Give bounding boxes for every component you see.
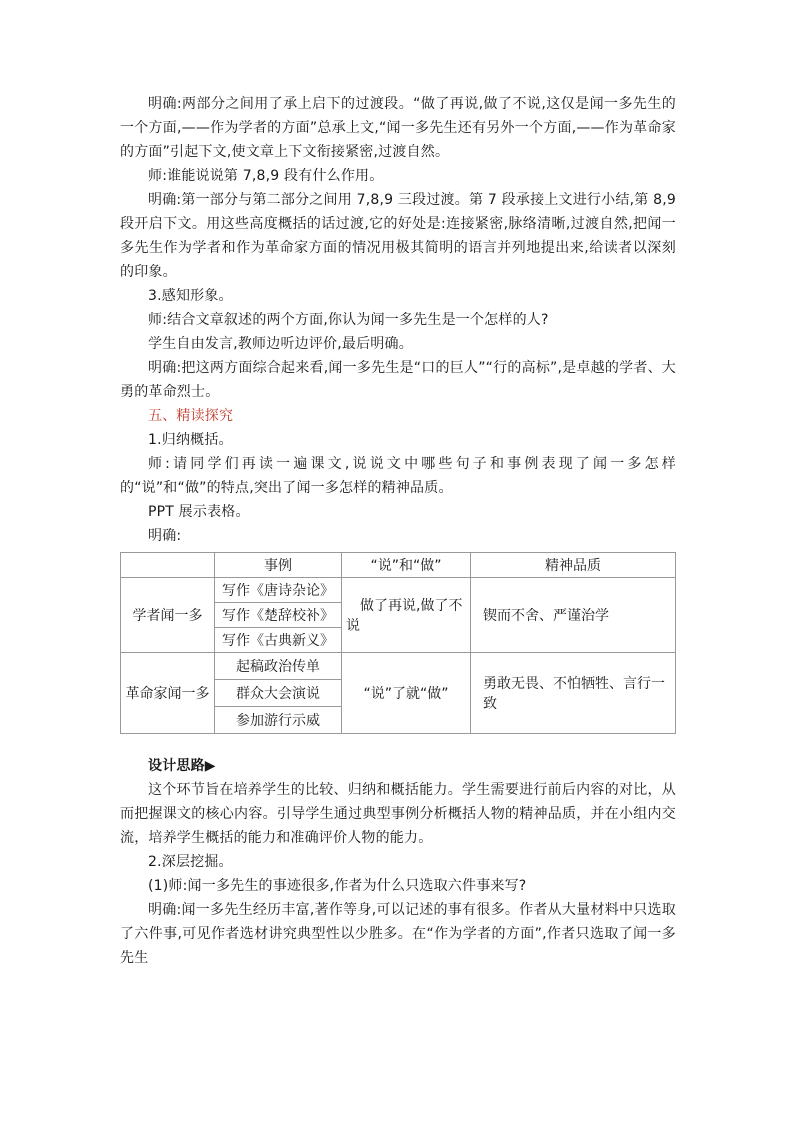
event-cell: 起稿政治传单 [215, 653, 342, 680]
paragraph: 明确: [148, 528, 182, 544]
event-cell: 写作《唐诗杂论》 [215, 578, 342, 603]
paragraph: 学生自由发言,教师边听边评价,最后明确。 [148, 336, 413, 352]
paragraph: 明确:两部分之间用了承上启下的过渡段。“做了再说,做了不说,这仅是闻一多先生的一个方面,——作为学者的方面”总承上文,“闻一多先生还有另外一个方面,——作为革命家的方面”引起下文,使文章上下文衔接紧密,过渡自然。 [120, 96, 676, 160]
paragraph: 师:结合文章叙述的两个方面,你认为闻一多先生是一个怎样的人? [148, 312, 549, 328]
paragraph: 明确:第一部分与第二部分之间用 7,8,9 三段过渡。第 7 段承接上文进行小结,第 8,9 段开启下文。用这些高度概括的话过渡,它的好处是:连接紧密,脉络清晰,过渡自然,把闻一多先生作为学者和作为革命家方面的情况用极其简明的语言并列地提出来,给读者以深刻的印象。 [120, 192, 676, 280]
event-cell: 群众大会演说 [215, 680, 342, 707]
table-row [121, 578, 676, 603]
event-cell: 写作《楚辞校补》 [215, 603, 342, 628]
section-heading: 五、精读探究 [148, 408, 234, 424]
paragraph: 明确:闻一多先生经历丰富,著作等身,可以记述的事有很多。作者从大量材料中只选取了六件事,可见作者选材讲究典型性以少胜多。在“作为学者的方面”,作者只选取了闻一多先生 [120, 902, 676, 966]
paragraph: 3.感知形象。 [148, 288, 233, 304]
paragraph: 师:谁能说说第 7,8,9 段有什么作用。 [148, 168, 384, 184]
paragraph: 明确:把这两方面综合起来看,闻一多先生是“口的巨人”“行的高标”,是卓越的学者、大勇的革命烈士。 [120, 360, 676, 400]
text-block-top [120, 92, 676, 548]
event-cell: 参加游行示威 [215, 707, 342, 734]
event-cell: 写作《古典新义》 [215, 628, 342, 653]
group-name-cell: 革命家闻一多 [121, 653, 215, 734]
header-cell: 精神品质 [471, 553, 676, 578]
table-row [121, 653, 676, 680]
say-do-cell: “说”了就“做” [342, 653, 471, 734]
header-cell: “说”和“做” [342, 553, 471, 578]
paragraph: 这个环节旨在培养学生的比较、归纳和概括能力。学生需要进行前后内容的对比，从而把握课文的核心内容。引导学生通过典型事例分析概括人物的精神品质，并在小组内交流，培养学生概括的能力和准确评价人物的能力。 [120, 782, 676, 846]
say-do-cell: 做了再说,做了不说 [342, 578, 471, 653]
design-idea-label: 设计思路▶ [148, 758, 216, 774]
quality-cell: 锲而不舍、严谨治学 [471, 578, 676, 653]
table-header-row [121, 553, 676, 578]
header-cell: 事例 [215, 553, 342, 578]
group-name-cell: 学者闻一多 [121, 578, 215, 653]
quality-cell: 勇敢无畏、不怕牺牲、言行一致 [471, 653, 676, 734]
summary-table [120, 552, 676, 734]
text-block-bottom [120, 754, 676, 970]
paragraph: 2.深层挖掘。 [148, 854, 233, 870]
document-page [120, 92, 676, 970]
paragraph: (1)师:闻一多先生的事迹很多,作者为什么只选取六件事来写? [148, 878, 527, 894]
paragraph: 师:请同学们再读一遍课文,说说文中哪些句子和事例表现了闻一多怎样的“说”和“做”的特点,突出了闻一多怎样的精神品质。 [120, 456, 676, 496]
paragraph: PPT 展示表格。 [148, 504, 250, 520]
paragraph: 1.归纳概括。 [148, 432, 233, 448]
header-cell [121, 553, 215, 578]
